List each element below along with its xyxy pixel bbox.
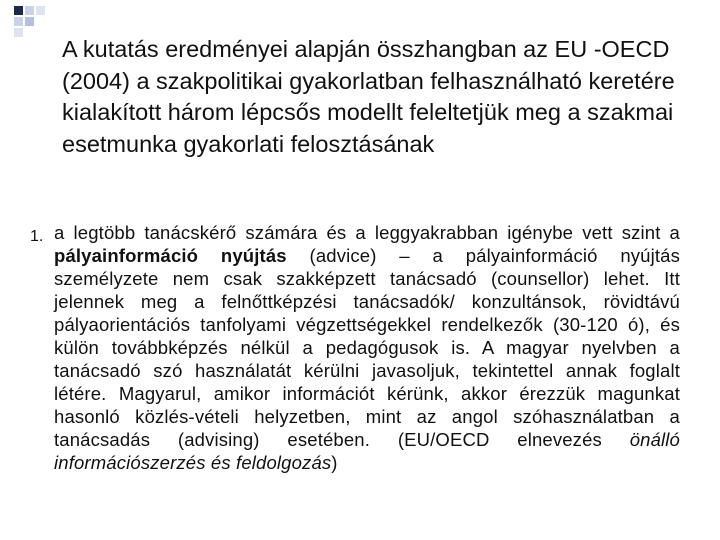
corner-decoration: [0, 0, 60, 50]
list-item: [30, 221, 680, 474]
list-number: 1.: [30, 228, 44, 245]
item-bold-term: pályainformáció nyújtás: [54, 245, 287, 266]
item-text-c: ): [331, 452, 338, 473]
item-text-a: a legtöbb tanácskérő számára és a leggyakrabban igénybe vett szint a: [54, 222, 680, 243]
item-text-b: (advice) – a pályainformáció nyújtás személyzete nem csak szakképzett tanácsadó (counsellor) lehet. Itt jelennek meg a felnőttképzési tanácsadók/ konzultánsok, rövidtávú pályaorientációs tanfolyami végzettségekkel rendelkezők (30-120 ó), és külön továbbképzés nélkül a pedagógusok is. A magyar nyelvben a tanácsadó szó használatát kérülni javasoljuk, tekintettel annak foglalt létére. Magyarul, amikor információt kérünk, akkor érezzük magunkat hasonló közlés-vételi helyzetben, mint az angol szóhasználatban a tanácsadás (advising) esetében. (EU/OECD elnevezés: [54, 245, 680, 450]
item-italic-term: önálló információszerzés és feldolgozás: [54, 429, 680, 473]
list-item-text: [54, 221, 680, 474]
intro-paragraph: A kutatás eredményei alapján összhangban az EU -OECD (2004) a szakpolitikai gyakorlatban felhasználható keretére kialakított három lépcsős modellt feleltetjük meg a szakmai esetmunka gyakorlati felosztásának: [62, 36, 675, 157]
